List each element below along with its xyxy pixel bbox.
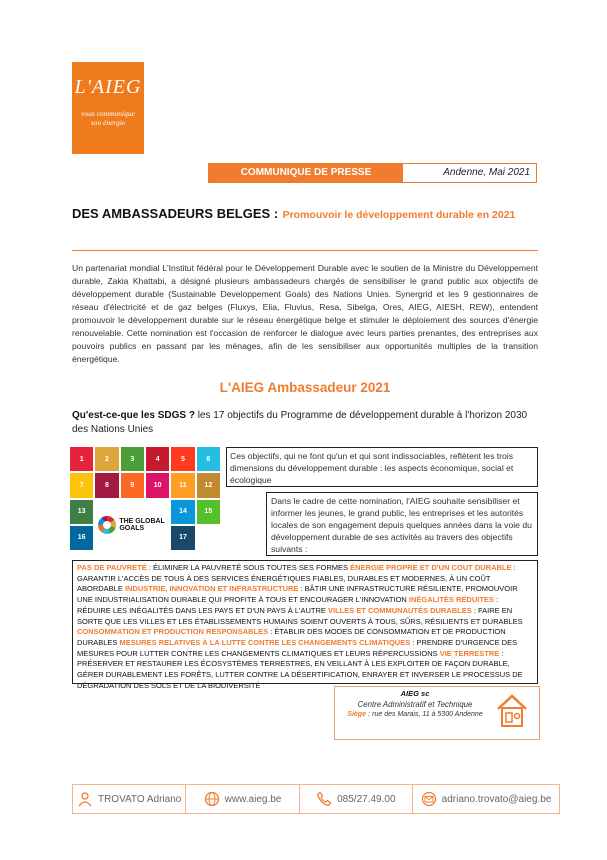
sdg-tile: 7 — [70, 473, 93, 497]
sdg-tile: 8 — [95, 473, 118, 497]
objective-title: PAS DE PAUVRETÉ — [77, 563, 147, 572]
sdg-tile: 2 — [95, 447, 118, 471]
logo-tagline-line-2: son énergie — [90, 118, 126, 127]
sdg-tile: 13 — [70, 500, 93, 524]
aieg-commitment-box: Dans le cadre de cette nomination, l'AIEG souhaite sensibiliser et informer les jeunes, le grand public, les entreprises et les autorités locales de son engagement depuis quelques années dans la voie du développement durable de ses activités au travers des objectifs suivants : — [266, 492, 538, 556]
sdg-tile: 9 — [121, 473, 144, 497]
footer-email-address[interactable]: adriano.trovato@aieg.be — [441, 793, 552, 805]
siege-value: rue des Marais, 11 à 5300 Andenne — [370, 711, 483, 718]
logo-tagline-line-1: vous communique — [81, 109, 135, 118]
sdg-goals-image — [70, 447, 220, 550]
objective-title: VILLES ET COMMUNAUTÉS DURABLES — [328, 605, 472, 615]
objectives-box — [72, 560, 538, 690]
sdg-tile: 5 — [171, 447, 194, 471]
objective-text: : FAIRE EN SORTE QUE LES VILLES ET LES ÉTABLISSEMENTS HUMAINS SOIENT OUVERTS À TOUS, SÛRS, RÉSILIENTS ET DURABLES — [77, 605, 523, 626]
objective-text: : PRENDRE D'URGENCE DES MESURES POUR LUTTER CONTRE LES CHANGEMENTS CLIMATIQUES ET LEURS RÉPERCUSSIONS — [77, 637, 518, 658]
sdg-tile: 3 — [121, 447, 144, 471]
footer-contact — [73, 785, 186, 813]
sdg-tile: 11 — [171, 473, 194, 497]
aieg-logo — [72, 62, 144, 154]
sdg-tile: 15 — [197, 500, 220, 524]
sdg-question — [72, 409, 538, 437]
globe-icon — [204, 791, 220, 807]
objective-text: : ÉLIMINER LA PAUVRETÉ SOUS TOUTES SES FORMES — [146, 563, 351, 572]
siege-address — [335, 711, 495, 718]
sdg-tile: 1 — [70, 447, 93, 471]
sdg-tile: 16 — [70, 526, 93, 550]
footer-website[interactable] — [186, 785, 299, 813]
intro-paragraph: Un partenariat mondial L'Institut fédéral pour le Développement Durable avec le soutien de la Ministre du Développement durable, Zakia Khattabi, a désigné plusieurs ambassadeurs chargés de sensibiliser le grand public aux objectifs de développement durable (Sustainable Developpement Goals) des Nations Unies. Synergrid et les 9 gestionnaires de réseau d'électricité et de gaz belges (Fluxys, Elia, Fluvius, Resa, Sibelga, Ores, AIEG, AIESH, REW), entendent promouvoir le développement durable sur le réseau énergétique belge et stimuler le déploiement des sources d'énergie renouvelable. Cette nomination est l'occasion de renforcer le dialogue avec leurs parties prenantes, des entreprises aux pouvoirs publics en passant par les ménages, afin de les sensibiliser aux opportunités multiples de la transition énergétique. — [72, 263, 538, 364]
center-name: Centre Administratif et Technique — [357, 700, 473, 709]
address-card — [334, 686, 540, 740]
footer-phone[interactable] — [300, 785, 413, 813]
objective-title: CONSOMMATION ET PRODUCTION RESPONSABLES — [77, 627, 269, 637]
footer-phone-number[interactable]: 085/27.49.00 — [337, 793, 396, 805]
press-release-date: Andenne, Mai 2021 — [443, 167, 530, 178]
sdg-tile: 6 — [197, 447, 220, 471]
objective-title: MESURES RELATIVES À LA LUTTE CONTRE LES CHANGEMENTS CLIMATIQUES — [119, 637, 411, 647]
headline — [72, 206, 538, 223]
ambassador-heading: L'AIEG Ambassadeur 2021 — [219, 380, 391, 395]
sdg-tile: 4 — [146, 447, 169, 471]
siege-label: Siège : — [347, 711, 371, 718]
sdg-tile: 17 — [171, 526, 194, 550]
objective-text: : ÉTABLIR DES MODES DE CONSOMMATION ET DE PRODUCTION DURABLES — [77, 627, 506, 647]
sdg-question-bold: Qu'est-ce-que les SDGS ? — [72, 410, 195, 421]
sdg-tile: 14 — [171, 500, 194, 524]
sdg-wheel-icon — [98, 516, 116, 534]
objective-title: ÉNERGIE PROPRE ET D'UN COUT DURABLE — [350, 563, 512, 572]
objective-text: : GARANTIR L'ACCÈS DE TOUS À DES SERVICES ÉNERGÉTIQUES FIABLES, DURABLES ET MODERNES, À UN COÛT ABORDABLE — [77, 563, 516, 594]
sdg-dimensions-box: Ces objectifs, qui ne font qu'un et qui sont indissociables, reflètent les trois dimensions du développement durable : les aspects économique, social et écologique — [226, 447, 538, 487]
global-goals-label — [95, 500, 169, 551]
orange-divider — [72, 250, 538, 251]
user-icon — [77, 791, 93, 807]
objective-title: VIE TERRESTRE — [439, 648, 500, 658]
company-name: AIEG sc — [400, 689, 430, 698]
press-release-label: COMMUNIQUE DE PRESSE — [209, 164, 403, 182]
headline-title: DES AMBASSADEURS BELGES : — [72, 206, 279, 221]
phone-icon — [316, 791, 332, 807]
sdg-tile: 12 — [197, 473, 220, 497]
objective-text: : BÂTIR UNE INFRASTRUCTURE RÉSILIENTE, PROMOUVOIR UNE INDUSTRIALISATION DURABLE QUI PROFITE À TOUS ET ENCOURAGER L'INNOVATION — [77, 584, 518, 605]
footer-contact-name: TROVATO Adriano — [97, 793, 182, 805]
email-icon — [421, 791, 437, 807]
contact-footer — [72, 784, 560, 814]
logo-mark: L'AIEG — [74, 76, 142, 98]
press-release-bar — [208, 163, 537, 183]
footer-email[interactable] — [413, 785, 559, 813]
global-goals-text: THE GLOBAL GOALS — [119, 517, 165, 532]
house-icon — [495, 693, 529, 729]
headline-subtitle: Promouvoir le développement durable en 2021 — [282, 209, 516, 221]
sdg-question-text: les 17 objectifs du Programme de développement durable à l'horizon 2030 des Nations Unies — [72, 410, 528, 435]
sdg-tile: 10 — [146, 473, 169, 497]
objective-text: : RÉDUIRE LES INÉGALITÉS DANS LES PAYS ET D'UN PAYS À L'AUTRE — [77, 595, 499, 615]
objective-title: INÉGALITÉS RÉDUITES — [408, 595, 494, 605]
objective-title: INDUSTRIE, INNOVATION ET INFRASTRUCTURE — [124, 584, 299, 594]
footer-website-link[interactable]: www.aieg.be — [224, 793, 282, 805]
objective-text: : PRÉSERVER ET RESTAURER LES ÉCOSYSTÈMES TERRESTRES, EN VEILLANT À LES EXPLOITER DE FAÇON DURABLE, GÉRER DURABLEMENT LES FORÊTS, LUTTER CONTRE LA DÉSERTIFICATION, ENRAYER ET INVERSER LE PROCESSUS DE DÉGRADATION DES SOLS ET DE LA BIODIVERSITÉ — [77, 648, 523, 690]
